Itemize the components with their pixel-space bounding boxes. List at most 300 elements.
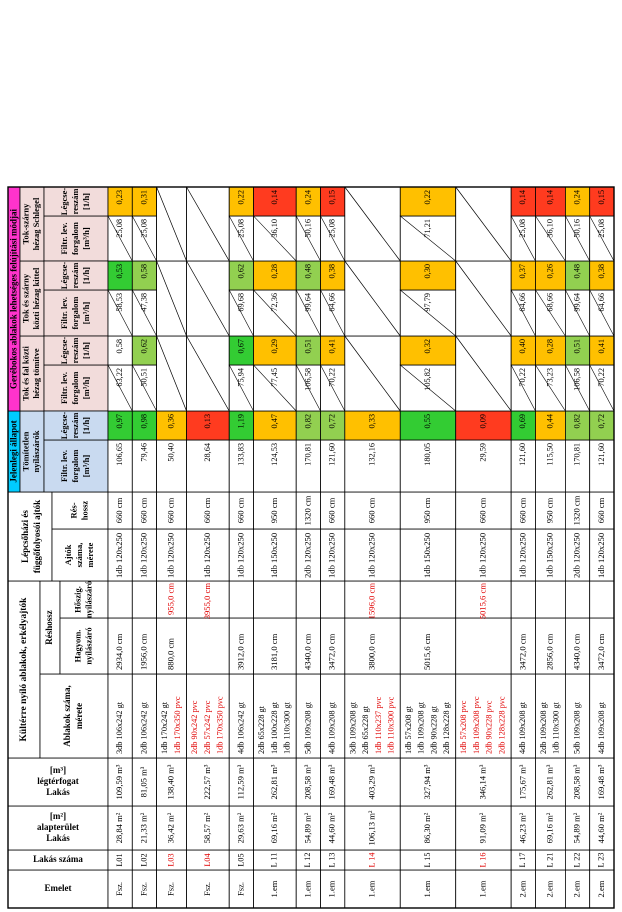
header-area-text: alapterület [37, 822, 79, 833]
row-windows-text: 1db 110x300 gt [551, 702, 561, 754]
row-value-text: 99,64 [303, 293, 313, 312]
row-floor-text: 1.em [421, 880, 432, 898]
row-value-text: 0,53 [115, 264, 125, 279]
row-area-text: 44,60 m² [595, 812, 606, 844]
row-value-text: 50,16 [303, 219, 313, 238]
header-col_frame_sash-text: közti hézag kittel [31, 267, 42, 330]
row-value-text: 50,16 [572, 219, 582, 238]
row-windows-text: 1db 110x237 pvc [373, 696, 383, 754]
header-doors-count-text: Ajtók [62, 544, 73, 566]
row-apt-text: L 15 [422, 852, 432, 868]
row-windows-text: 1db 110x300 gt [282, 702, 292, 754]
row-doors-gap-text: 950 cm [421, 497, 432, 524]
row-value-text: 180,05 [422, 443, 432, 466]
row-area-text: 46,23 m² [517, 812, 528, 844]
row-windows-text: 3db 109x208 gt [348, 701, 358, 754]
header-filtr-text: forgalom [69, 296, 80, 330]
row-value-text: 50,51 [139, 368, 149, 387]
header-filtr-text: Filtr. lev. [58, 449, 69, 483]
row-doors-text: 1db 150x250 [544, 532, 555, 578]
row-windows-text: 4db 109x208 gt [596, 701, 606, 754]
header-lcs-text: reszám [69, 188, 80, 215]
row-gap-heat [590, 581, 614, 618]
row-apt-text: L 13 [327, 852, 337, 868]
row-apt-text: L03 [166, 853, 176, 867]
row-value-text: 0,28 [269, 264, 279, 279]
row-value-text: 25,08 [518, 219, 528, 238]
header-filtr-text: Filtr. lev. [58, 222, 69, 255]
row-value-text: 0,98 [139, 414, 149, 429]
row-doors-gap-text: 660 cm [201, 497, 212, 524]
row-gap-heat [565, 581, 589, 618]
row-value-text: 105,82 [422, 368, 432, 391]
row-value-text: 0,97 [115, 414, 125, 429]
row-value-text: 0,48 [572, 264, 582, 279]
header-area-text: [m²] [49, 811, 67, 822]
header-doors-group-text: függőfolyosói ajtók [32, 499, 43, 574]
row-windows-text: 1db 170x242 gt [160, 701, 170, 754]
row-apt-text: L 11 [269, 852, 279, 868]
row-apt-text: L 12 [303, 852, 313, 868]
row-value-text: 0,62 [139, 339, 149, 354]
row-value-text: 70,22 [327, 368, 337, 387]
row-volume-text: 327,94 m³ [421, 764, 432, 800]
row-value-text: 0,28 [545, 339, 555, 354]
row-value-text: 0,47 [269, 414, 279, 429]
row-value-text: 36,10 [269, 219, 279, 238]
row-windows-text: 1db 100x228 gt [269, 701, 279, 754]
row-value-text: 47,38 [139, 293, 149, 312]
row-value-text: 1,19 [236, 414, 246, 429]
row-value-text: 0,24 [303, 190, 313, 205]
row-doors-gap-text: 660 cm [165, 497, 176, 524]
row-doors-gap-text: 1320 cm [571, 495, 582, 526]
row-doors-text: 1db 120x250 [165, 532, 176, 578]
row-value-text: 0,41 [327, 339, 337, 354]
row-value-text: 0,31 [139, 190, 149, 205]
row-value-text: 0,38 [596, 264, 606, 279]
header-filtr-text: [m³/h] [80, 301, 91, 325]
row-doors-gap-text: 660 cm [235, 497, 246, 524]
row-value-text: 73,23 [545, 368, 555, 387]
row-value-text: 50,40 [166, 443, 176, 462]
header-col_schlegel-text: Tok-szárny [20, 203, 31, 245]
row-volume-text: 109,59 m³ [114, 764, 125, 800]
row-doors-text: 1db 120x250 [595, 532, 606, 578]
row-value-text: 72,36 [269, 293, 279, 312]
row-gap-heat-text: 5015,6 cm [477, 583, 488, 620]
row-gap-normal-text: 1956,0 cm [138, 633, 149, 670]
row-gap-normal-text: 2856,0 cm [544, 633, 555, 670]
header-untreated-text: nyílászárók [31, 430, 42, 473]
row-value-text: 25,08 [115, 219, 125, 238]
row-value-text: 170,81 [572, 443, 582, 466]
header-untreated-text: Tömítetlen [20, 431, 31, 472]
row-value-text: 0,24 [572, 190, 582, 205]
row-value-text: 25,08 [327, 219, 337, 238]
row-windows-text: 1db 110x300 pvc [386, 696, 396, 754]
row-gap-normal-text: 4340,0 cm [571, 633, 582, 670]
row-apt-text: L 21 [545, 852, 555, 868]
row-value-text: 97,79 [422, 293, 432, 312]
header-lcs-text: Légcse- [58, 411, 69, 440]
row-volume-text: 169,48 m³ [595, 764, 606, 800]
row-value-text: 106,58 [303, 368, 313, 391]
row-gap-normal-text: 3800,0 cm [366, 633, 377, 670]
header-lcs-text: Légcse- [58, 261, 69, 290]
row-gap-heat [400, 581, 455, 618]
row-value-text: 0,37 [518, 264, 528, 279]
row-value-text: 25,08 [139, 219, 149, 238]
row-volume-text: 262,81 m³ [544, 764, 555, 800]
row-doors-text: 1db 120x250 [201, 532, 212, 578]
row-volume-text: 262,81 m³ [268, 764, 279, 800]
row-value-text: 132,16 [367, 443, 377, 466]
row-floor-text: Fsz. [235, 881, 246, 897]
header-gap-normal-text: Hagyom. [72, 629, 83, 663]
row-apt-text: L02 [139, 853, 149, 867]
header-volume-text: Lakás [46, 787, 70, 798]
row-windows-text: 1db 170x350 pvc [215, 696, 225, 754]
row-value-text: 25,08 [236, 219, 246, 238]
row-floor-text: Fsz. [201, 881, 212, 897]
row-area-text: 106,13 m² [366, 810, 377, 846]
row-gap-normal-text: 3472,0 cm [326, 633, 337, 670]
row-gap-normal-text: 3472,0 cm [595, 633, 606, 670]
row-value-text: 121,60 [518, 443, 528, 466]
row-value-text: 0,51 [572, 339, 582, 354]
row-windows-text: 2db 57x242 pvc [202, 700, 212, 754]
row-volume-text: 208,58 m³ [302, 764, 313, 800]
header-lcs-text: reszám [69, 412, 80, 439]
row-value-text: 29,59 [478, 443, 488, 462]
header-current-state-text: Jelenlegi állapot [8, 420, 19, 483]
row-windows-text: 4db 106x242 gt [236, 701, 246, 754]
row-value-text: 0,58 [115, 339, 125, 354]
row-doors-text: 1db 150x250 [268, 532, 279, 578]
row-value-text: 0,09 [478, 414, 488, 429]
header-windows-count-text: Ablakok száma, [62, 685, 73, 747]
row-area-text: 69,16 m² [544, 812, 555, 844]
row-value-text: 0,69 [518, 414, 528, 429]
row-doors-text: 1db 120x250 [235, 532, 246, 578]
row-value-text: 106,65 [115, 443, 125, 466]
row-doors-text: 1db 120x250 [366, 532, 377, 578]
header-lcs-text: [1/h] [80, 193, 91, 210]
row-gap-normal-text: 880,0 cm [165, 638, 176, 670]
row-gap-heat-text: 955,0 cm [165, 583, 176, 615]
row-value-text: 68,66 [545, 293, 555, 312]
header-doors-count-text: száma, [73, 542, 84, 568]
row-value-text: 64,66 [596, 293, 606, 312]
row-area-text: 54,89 m² [302, 812, 313, 844]
row-value-text: 0,15 [596, 190, 606, 205]
row-value-text: 0,48 [303, 264, 313, 279]
row-value-text: 0,82 [303, 414, 313, 429]
header-options-text: Gerébokos ablakok lehetséges felújítási módjai [8, 209, 19, 389]
row-value-text: 0,72 [596, 414, 606, 429]
row-apt-text: L 23 [596, 852, 606, 868]
row-volume-text: 346,14 m³ [477, 764, 488, 800]
row-value-text: 0,15 [327, 190, 337, 205]
row-value-text: 0,29 [269, 339, 279, 354]
row-value-text: 28,64 [202, 443, 212, 462]
row-value-text: 0,30 [422, 264, 432, 279]
row-value-text: 0,36 [166, 414, 176, 429]
row-gap-heat [535, 581, 565, 618]
row-value-text: 0,67 [236, 339, 246, 354]
row-value-text: 0,26 [545, 264, 555, 279]
header-filtr-text: forgalom [69, 449, 80, 483]
header-volume-text: légtérfogat [37, 776, 79, 787]
row-value-text: 99,64 [572, 293, 582, 312]
row-value-text: 0,38 [327, 264, 337, 279]
row-value-text: 115,50 [545, 443, 555, 466]
row-gap-normal-text: 3181,0 cm [268, 633, 279, 670]
row-volume-text: 138,40 m³ [165, 764, 176, 800]
header-doors-gap-text: hossz [79, 500, 90, 521]
row-apt-text: L 22 [572, 852, 582, 868]
row-value-text: 75,94 [236, 368, 246, 387]
header-filtr-text: Filtr. lev. [58, 371, 69, 405]
row-windows-text: 4db 109x208 gt [327, 701, 337, 754]
row-doors-gap-text: 660 cm [138, 497, 149, 524]
row-windows-text: 3db 106x242 gt [115, 701, 125, 754]
row-windows-text: 1db 57x208 pvc [459, 700, 469, 754]
row-windows-text: 1db 109x208 pvc [471, 696, 481, 754]
header-lcs-text: reszám [69, 337, 80, 364]
row-windows-text: 2db 90x228 gt [429, 706, 439, 754]
row-gap-heat [108, 581, 132, 618]
row-volume-text: 112,59 m³ [235, 764, 246, 800]
header-gap-heat-text: nyílászáró [83, 580, 94, 619]
header-gap-heat-text: Hőszig. [72, 586, 83, 613]
row-doors-text: 1db 120x250 [477, 532, 488, 578]
row-value-text: 124,53 [269, 443, 279, 466]
header-apt-text: Lakás száma [33, 854, 83, 865]
row-volume-text: 169,48 m³ [326, 764, 337, 800]
header-filtr-text: [m³/h] [80, 376, 91, 400]
row-value-text: 70,22 [518, 368, 528, 387]
header-area-text: Lakás [46, 833, 70, 844]
row-doors-text: 1db 120x250 [517, 532, 528, 578]
row-value-text: 64,66 [518, 293, 528, 312]
header-volume-text: [m³] [49, 765, 67, 776]
row-apt-text: L 17 [518, 852, 528, 868]
row-doors-text: 1db 150x250 [421, 532, 432, 578]
row-doors-text: 2db 120x250 [571, 532, 582, 578]
header-lcs-text: [1/h] [80, 267, 91, 284]
row-gap-heat [132, 581, 156, 618]
header-filtr-text: forgalom [69, 371, 80, 405]
row-gap-heat-text: 3955,0 cm [201, 583, 212, 620]
row-value-text: 121,60 [327, 443, 337, 466]
row-value-text: 0,13 [202, 414, 212, 429]
header-col_frame_wall-text: hézag tömítve [31, 348, 42, 399]
row-windows-text: 2db 65x228 gt [361, 706, 371, 754]
row-value-text: 0,62 [236, 264, 246, 279]
row-floor-text: 1.em [326, 880, 337, 898]
row-value-text: 0,72 [327, 414, 337, 429]
row-floor-text: 2.em [517, 880, 528, 898]
row-doors-gap-text: 660 cm [366, 497, 377, 524]
row-value-text: 63,22 [115, 368, 125, 387]
row-gap-normal-text: 3472,0 cm [517, 633, 528, 670]
header-gap-normal-text: nyílászáró [83, 627, 94, 665]
row-windows-text: 1db 170x350 pvc [172, 696, 182, 754]
row-windows-text: 4db 109x208 gt [518, 701, 528, 754]
row-gap-normal [456, 618, 511, 674]
header-lcs-text: Légcse- [58, 187, 69, 216]
header-filtr-text: Filtr. lev. [58, 296, 69, 330]
header-col_frame_sash-text: Tok és szárny [20, 273, 31, 324]
row-floor-text: 1.em [366, 880, 377, 898]
header-windows-count-text: mérete [74, 702, 85, 730]
row-doors-gap-text: 660 cm [477, 497, 488, 524]
header-lcs-text: [1/h] [80, 342, 91, 359]
row-doors-text: 1db 120x250 [326, 532, 337, 578]
row-gap-normal [187, 618, 230, 674]
row-gap-normal-text: 5015,6 cm [421, 633, 432, 670]
row-value-text: 0,82 [572, 414, 582, 429]
row-windows-text: 5db 109x208 gt [572, 701, 582, 754]
row-windows-text: 2db 65x228 gt [257, 706, 267, 754]
row-value-text: 0,14 [269, 190, 279, 205]
row-area-text: 28,84 m² [114, 812, 125, 844]
header-gap-length-text: Réshossz [44, 610, 55, 645]
row-value-text: 0,41 [596, 339, 606, 354]
row-windows-text: 2db 128x228 gt [442, 701, 452, 754]
row-floor-text: Fsz. [165, 881, 176, 897]
row-area-text: 29,63 m² [235, 812, 246, 844]
row-doors-text: 1db 120x250 [138, 532, 149, 578]
header-doors-count-text: mérete [84, 542, 95, 568]
row-gap-heat [321, 581, 345, 618]
row-value-text: 0,33 [367, 414, 377, 429]
row-value-text: 0,32 [422, 339, 432, 354]
row-doors-gap-text: 660 cm [595, 497, 606, 524]
row-value-text: 170,81 [303, 443, 313, 466]
row-value-text: 0,22 [422, 190, 432, 205]
row-floor-text: Fsz. [138, 881, 149, 897]
header-windows-group-text: Kültérre nyíló ablakok, erkélyajtók [19, 597, 30, 742]
row-value-text: 0,14 [518, 190, 528, 205]
row-floor-text: 1.em [477, 880, 488, 898]
row-value-text: 36,10 [545, 219, 555, 238]
row-doors-gap-text: 660 cm [326, 497, 337, 524]
row-value-text: 0,14 [545, 190, 555, 205]
row-doors-gap-text: 660 cm [114, 497, 125, 524]
row-gap-heat [229, 581, 253, 618]
row-apt-text: L01 [115, 853, 125, 867]
row-value-text: 64,66 [327, 293, 337, 312]
row-value-text: 77,45 [269, 368, 279, 387]
row-gap-heat [296, 581, 320, 618]
row-volume-text: 222,57 m³ [201, 764, 212, 800]
header-lcs-text: Légcse- [58, 336, 69, 365]
row-value-text: 0,44 [545, 414, 555, 429]
row-gap-heat-text: 1596,0 cm [366, 583, 377, 620]
row-area-text: 91,09 m² [477, 812, 488, 844]
row-value-text: 69,68 [236, 293, 246, 312]
row-area-text: 44,60 m² [326, 812, 337, 844]
row-area-text: 58,57 m² [201, 812, 212, 844]
header-filtr-text: forgalom [69, 221, 80, 256]
row-area-text: 69,16 m² [268, 812, 279, 844]
row-value-text: 25,08 [596, 219, 606, 238]
row-floor-text: 2.em [571, 880, 582, 898]
row-value-text: 0,51 [303, 339, 313, 354]
row-value-text: 0,22 [236, 190, 246, 205]
row-gap-heat [511, 581, 535, 618]
row-gap-normal-text: 3912,0 cm [235, 633, 246, 670]
header-col_schlegel-text: hézag Schlegel [31, 197, 42, 251]
header-lcs-text: [1/h] [80, 417, 91, 434]
row-windows-text: 2db 90x242 pvc [190, 700, 200, 754]
row-value-text: 70,22 [596, 368, 606, 387]
row-value-text: 121,60 [596, 443, 606, 466]
row-doors-text: 2db 120x250 [302, 532, 313, 578]
row-value-text: 0,55 [422, 414, 432, 429]
row-value-text: 0,58 [139, 264, 149, 279]
row-value-text: 133,83 [236, 443, 246, 466]
header-doors-group-text: Lépcsőházi és [20, 510, 31, 563]
row-doors-gap-text: 950 cm [544, 497, 555, 524]
row-windows-text: 5db 109x208 gt [303, 701, 313, 754]
row-windows-text: 2db 90x228 pvc [484, 700, 494, 754]
row-area-text: 36,42 m² [165, 812, 176, 844]
header-col_frame_wall-text: Tok és fal közti [20, 346, 31, 401]
row-doors-gap-text: 950 cm [268, 497, 279, 524]
row-volume-text: 175,67 m³ [517, 764, 528, 800]
row-volume-text: 81,05 m³ [138, 766, 149, 798]
row-gap-normal-text: 2934,0 cm [114, 633, 125, 670]
row-windows-text: 2db 128x228 pvc [497, 696, 507, 754]
row-value-text: 71,21 [422, 219, 432, 238]
header-filtr-text: [m³/h] [80, 227, 91, 250]
row-value-text: 106,58 [572, 368, 582, 391]
row-doors-gap-text: 660 cm [517, 497, 528, 524]
row-floor-text: 1.em [268, 880, 279, 898]
row-volume-text: 403,29 m³ [366, 764, 377, 800]
row-value-text: 58,53 [115, 293, 125, 312]
row-gap-normal-text: 4340,0 cm [302, 633, 313, 670]
row-windows-text: 2db 106x242 gt [139, 701, 149, 754]
header-doors-gap-text: Rés- [68, 502, 79, 519]
row-apt-text: L 16 [478, 852, 488, 868]
header-floor-text: Emelet [44, 883, 72, 894]
row-apt-text: L 14 [367, 852, 377, 868]
row-volume-text: 208,58 m³ [571, 764, 582, 800]
row-floor-text: Fsz. [114, 881, 125, 897]
header-lcs-text: reszám [69, 262, 80, 289]
row-floor-text: 2.em [544, 880, 555, 898]
row-area-text: 54,89 m² [571, 812, 582, 844]
row-windows-text: 2db 109x208 gt [538, 701, 548, 754]
row-floor-text: 1.em [302, 880, 313, 898]
row-value-text: 0,40 [518, 339, 528, 354]
row-value-text: 79,46 [139, 443, 149, 462]
header-filtr-text: [m³/h] [80, 454, 91, 478]
row-value-text: 0,23 [115, 190, 125, 205]
row-area-text: 86,30 m² [421, 812, 432, 844]
row-gap-heat [254, 581, 297, 618]
row-windows-text: 1db 57x208 gt [403, 706, 413, 754]
row-doors-text: 1db 120x250 [114, 532, 125, 578]
row-apt-text: L05 [236, 853, 246, 867]
row-windows-text: 1db 109x208 gt [416, 701, 426, 754]
row-doors-gap-text: 1320 cm [302, 495, 313, 526]
